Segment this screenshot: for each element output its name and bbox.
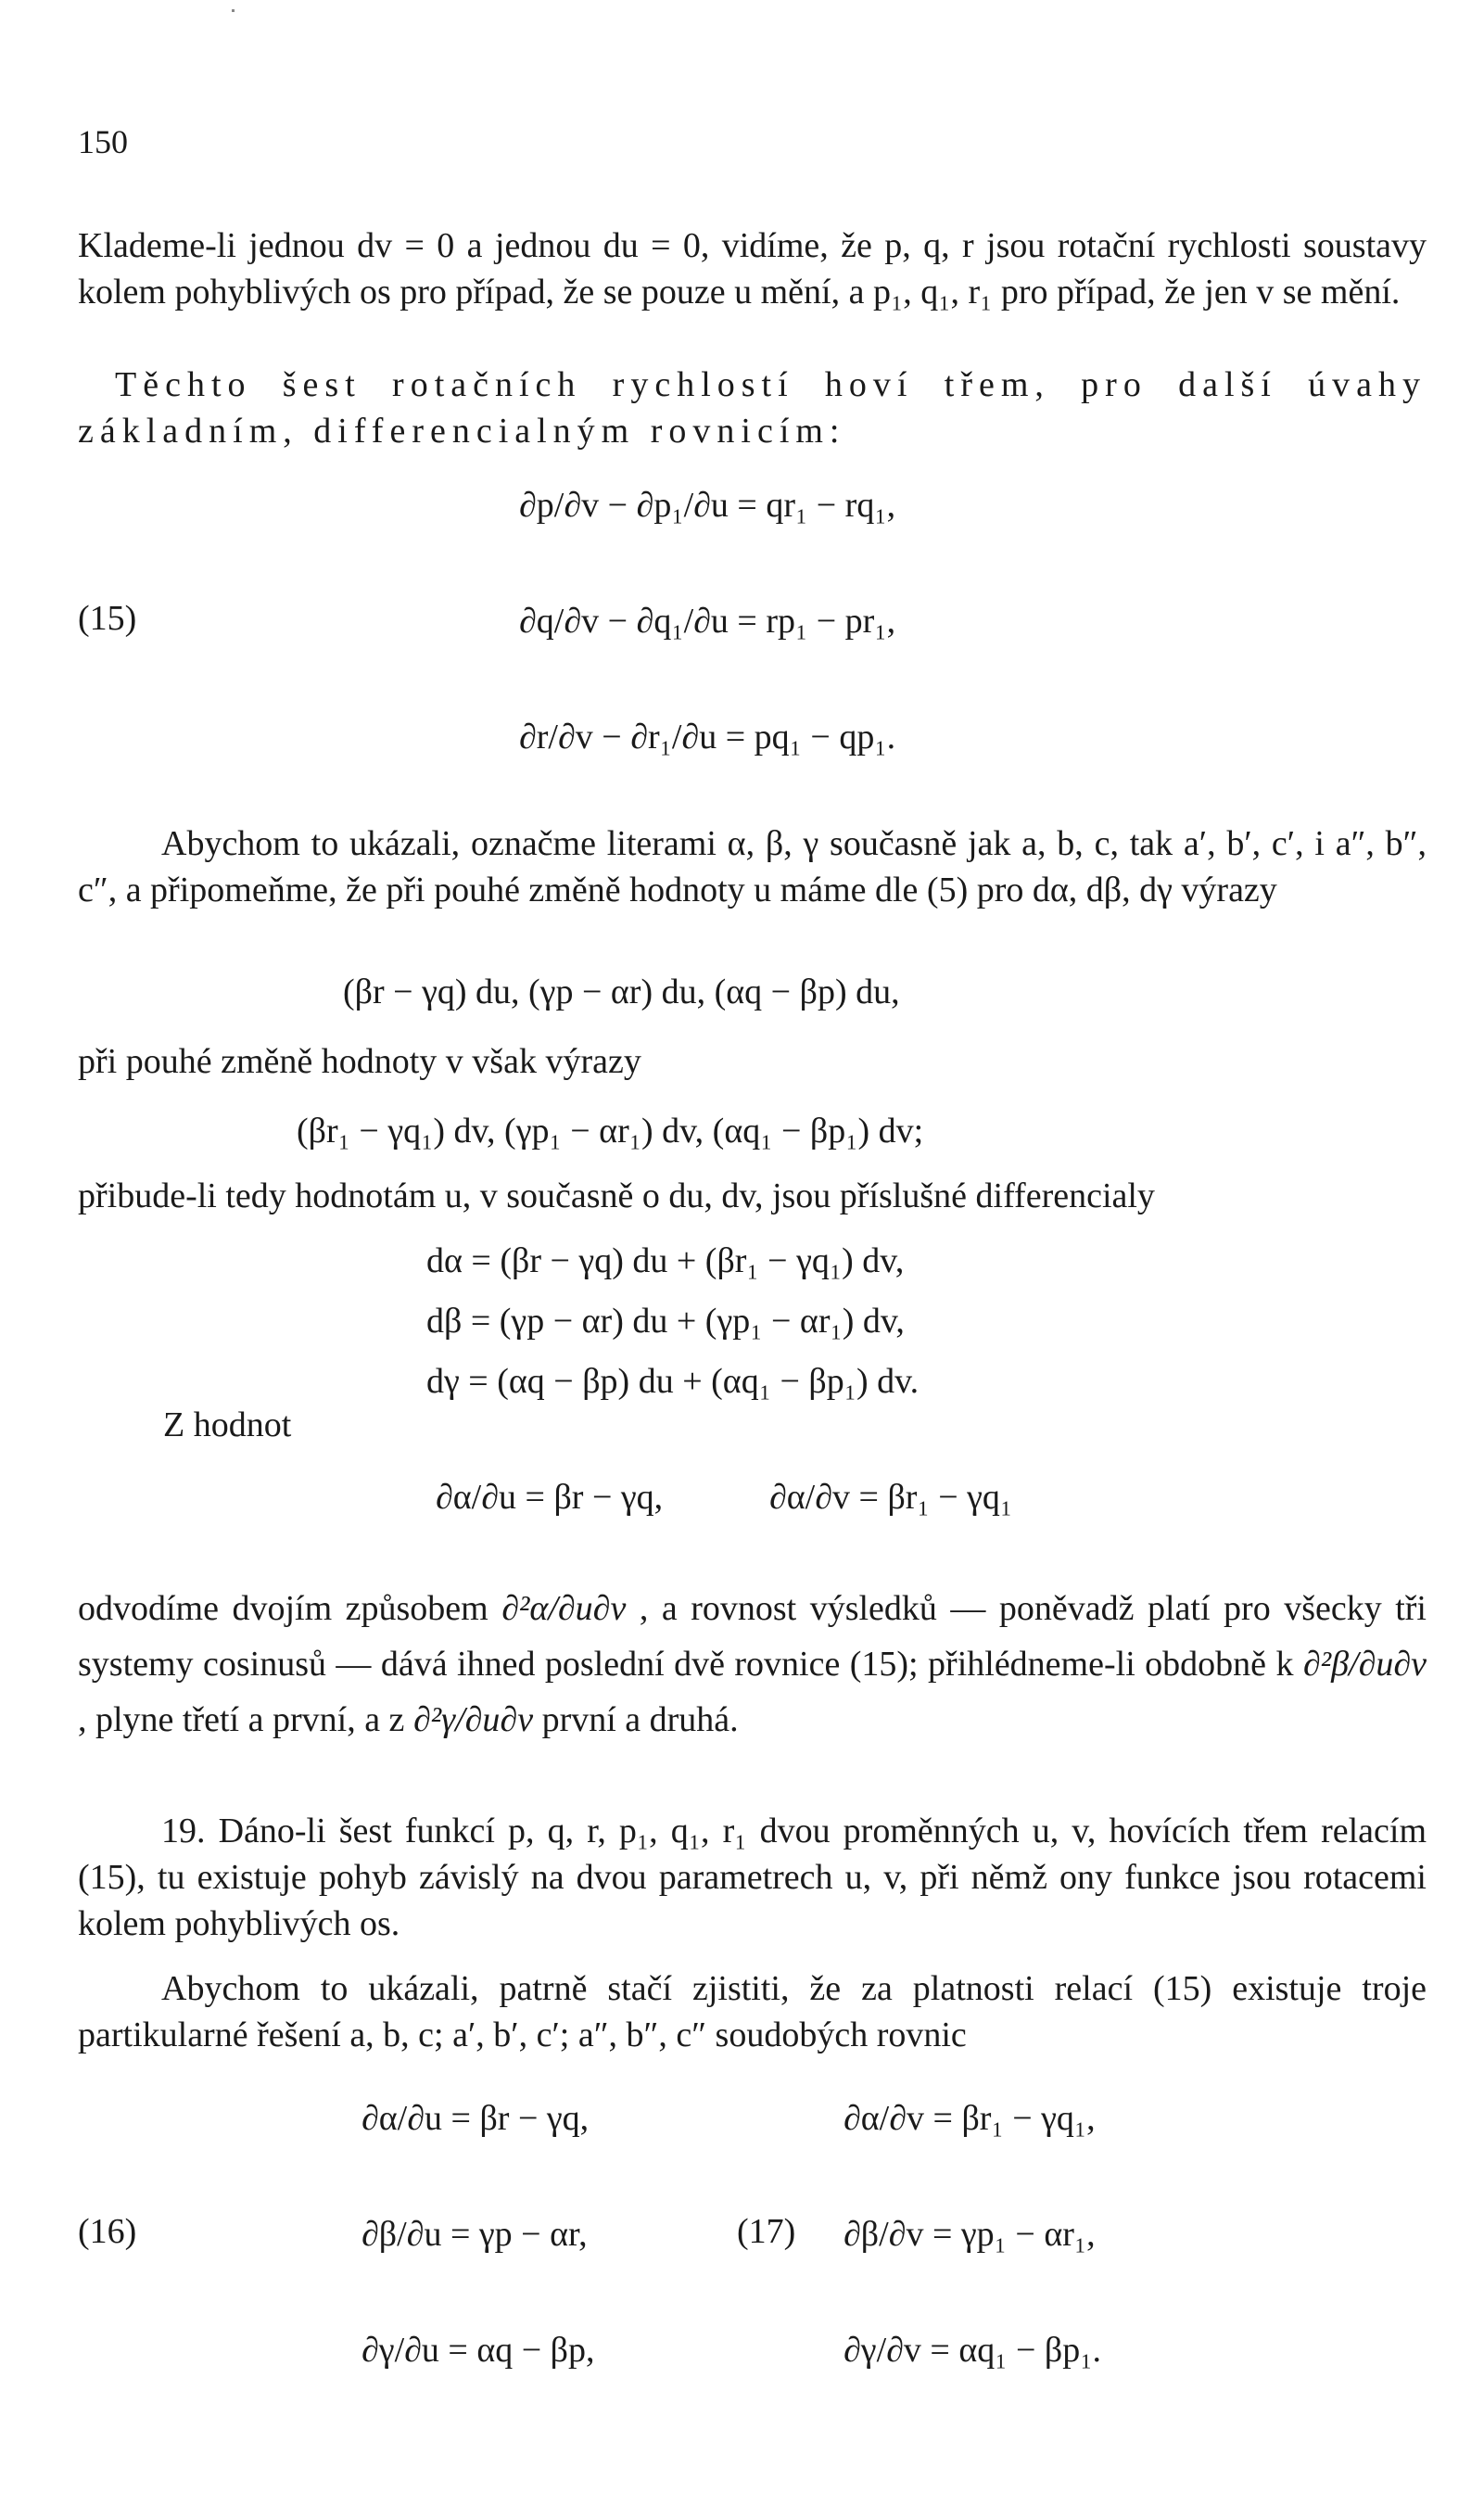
equation-d-gamma: dγ = (αq − βp) du + (αq₁ − βp₁) dv. (426, 1362, 920, 1401)
mixed-derivative-alpha: ∂²α/∂u∂v (501, 1589, 627, 1628)
paragraph-7-part-a: odvodíme dvojím způsobem (78, 1589, 488, 1628)
paragraph-9: Abychom to ukázali, patrně stačí zjistiti, že za platnosti relací (15) existuje troje partikularné řešení a, b, c; a′, b′, c′; a″, b″, c″ soudobých rovnic (78, 1969, 1427, 2054)
equation-d-beta: dβ = (γp − αr) du + (γp₁ − αr₁) dv, (426, 1302, 905, 1341)
equation-17-2: ∂β/∂v = γp₁ − αr₁, (843, 2215, 1096, 2254)
equation-16-2: ∂β/∂u = γp − αr, (361, 2215, 588, 2254)
paragraph-7-part-d: první a druhá. (541, 1700, 739, 1739)
equation-d-alpha: dα = (βr − γq) du + (βr₁ − γq₁) dv, (426, 1241, 905, 1280)
scan-speck (232, 9, 235, 12)
paragraph-1: Klademe-li jednou dv = 0 a jednou du = 0, vidíme, že p, q, r jsou rotační rychlosti soustavy kolem pohyblivých os pro případ, že se pouze u mění, a p₁, q₁, r₁ pro případ, že jen v se mění. (78, 226, 1427, 312)
equation-17-1: ∂α/∂v = βr₁ − γq₁, (843, 2099, 1096, 2138)
paragraph-7-part-c: , plyne třetí a první, a z (78, 1700, 405, 1739)
equation-15-1: ∂p/∂v − ∂p₁/∂u = qr₁ − rq₁, (519, 486, 896, 525)
equation-hodnot-2: ∂α/∂v = βr₁ − γq₁ (769, 1478, 1013, 1517)
equation-number-16: (16) (78, 2212, 137, 2251)
paragraph-7-part-b: , a rovnost výsledků — poněvadž platí pro všecky tři systemy cosinusů — dává ihned poslední dvě rovnice (15); přihlédneme-li obdobně k (78, 1589, 1427, 1684)
equation-dv-line: (βr₁ − γq₁) dv, (γp₁ − αr₁) dv, (αq₁ − βp₁) dv; (297, 1112, 924, 1151)
equation-16-1: ∂α/∂u = βr − γq, (361, 2099, 590, 2138)
page-number: 150 (78, 123, 128, 160)
paragraph-3: Abychom to ukázali, označme literami α, β, γ současně jak a, b, c, tak a′, b′, c′, i a″, b″, c″, a připomeňme, že při pouhé změně hodnoty u máme dle (5) pro dα, dβ, dγ výrazy (78, 824, 1427, 909)
equation-15-3: ∂r/∂v − ∂r₁/∂u = pq₁ − qp₁. (519, 718, 896, 757)
z-hodnot-label: Z hodnot (163, 1405, 292, 1444)
equation-du-line: (βr − γq) du, (γp − αr) du, (αq − βp) du, (343, 973, 900, 1011)
paragraph-5: přibude-li tedy hodnotám u, v současně o du, dv, jsou příslušné differencialy (78, 1176, 1155, 1215)
equation-16-3: ∂γ/∂u = αq − βp, (361, 2331, 595, 2370)
paragraph-8: 19. Dáno-li šest funkcí p, q, r, p₁, q₁, r₁ dvou proměnných u, v, hovících třem relacím (15), tu existuje pohyb závislý na dvou parametrech u, v, při němž ony funkce jsou rotacemi kolem pohyblivých os. (78, 1812, 1427, 1943)
mixed-derivative-beta: ∂²β/∂u∂v (1302, 1645, 1427, 1684)
equation-number-15: (15) (78, 599, 137, 638)
paragraph-2: Těchto šest rotačních rychlostí hoví třem, pro další úvahy základním, differencialným rovnicím: (78, 365, 1427, 451)
paragraph-7 (78, 1581, 1427, 1748)
equation-hodnot-1: ∂α/∂u = βr − γq, (436, 1478, 664, 1517)
equation-15-2: ∂q/∂v − ∂q₁/∂u = rp₁ − pr₁, (519, 602, 896, 641)
equation-17-3: ∂γ/∂v = αq₁ − βp₁. (843, 2331, 1102, 2370)
mixed-derivative-gamma: ∂²γ/∂u∂v (412, 1700, 534, 1739)
equation-number-17: (17) (737, 2212, 796, 2251)
paragraph-4: při pouhé změně hodnoty v však výrazy (78, 1042, 641, 1081)
